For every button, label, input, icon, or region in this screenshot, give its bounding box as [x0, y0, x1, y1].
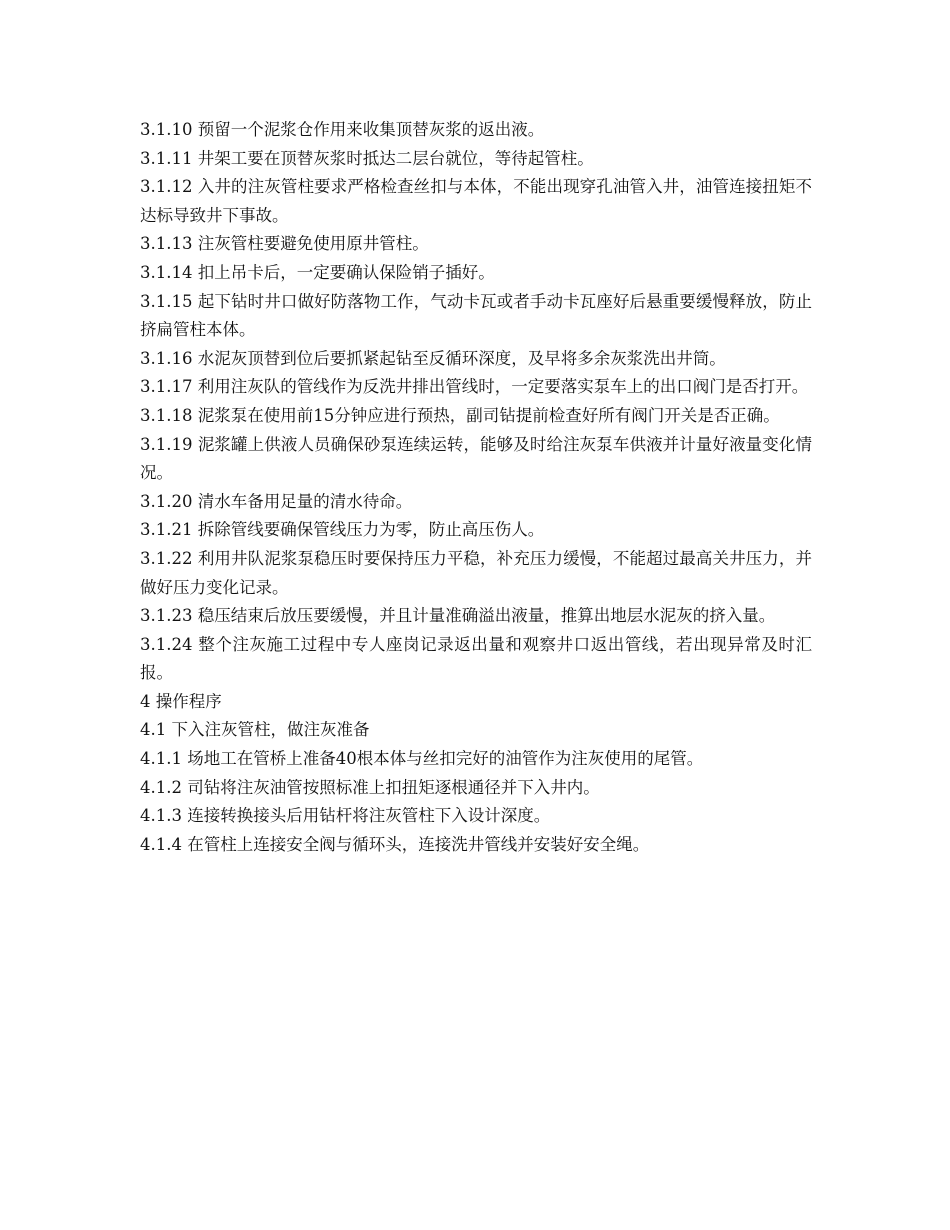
paragraph-3-1-24: 3.1.24 整个注灰施工过程中专人座岗记录返出量和观察井口返出管线，若出现异常及时汇报。: [140, 634, 812, 683]
paragraph-4-1-3: 4.1.3 连接转换接头后用钻杆将注灰管柱下入设计深度。: [140, 806, 551, 826]
paragraph-4-1-1: 4.1.1 场地工在管桥上准备40根本体与丝扣完好的油管作为注灰使用的尾管。: [140, 749, 704, 769]
paragraph-3-1-11: 3.1.11 井架工要在顶替灰浆时抵达二层台就位，等待起管柱。: [140, 148, 594, 168]
paragraph-3-1-10: 3.1.10 预留一个泥浆仓作用来收集顶替灰浆的返出液。: [140, 120, 545, 139]
section-heading-4: 4 操作程序: [140, 691, 222, 711]
paragraph-3-1-20: 3.1.20 清水车备用足量的清水待命。: [140, 491, 413, 511]
paragraph-3-1-13: 3.1.13 注灰管柱要避免使用原井管柱。: [140, 234, 429, 254]
paragraph-3-1-14: 3.1.14 扣上吊卡后，一定要确认保险销子插好。: [140, 262, 495, 282]
paragraph-3-1-21: 3.1.21 拆除管线要确保管线压力为零，防止高压伤人。: [140, 520, 545, 540]
subsection-heading-4-1: 4.1 下入注灰管柱，做注灰准备: [140, 720, 370, 740]
paragraph-4-1-4: 4.1.4 在管柱上连接安全阀与循环头，连接洗井管线并安装好安全绳。: [140, 834, 650, 854]
paragraph-3-1-12: 3.1.12 入井的注灰管柱要求严格检查丝扣与本体，不能出现穿孔油管入井，油管连接扭矩不达标导致井下事故。: [140, 177, 812, 225]
paragraph-3-1-16: 3.1.16 水泥灰顶替到位后要抓紧起钻至反循环深度，及早将多余灰浆洗出井筒。: [140, 348, 726, 368]
document-body: [140, 116, 812, 859]
paragraph-3-1-22: 3.1.22 利用井队泥浆泵稳压时要保持压力平稳，补充压力缓慢，不能超过最高关井压力，并做好压力变化记录。: [140, 548, 812, 597]
paragraph-3-1-15: 3.1.15 起下钻时井口做好防落物工作，气动卡瓦或者手动卡瓦座好后悬重要缓慢释放，防止挤扁管柱本体。: [140, 291, 812, 340]
paragraph-3-1-17: 3.1.17 利用注灰队的管线作为反洗井排出管线时，一定要落实泵车上的出口阀门是否打开。: [140, 377, 809, 397]
paragraph-3-1-18: 3.1.18 泥浆泵在使用前15分钟应进行预热，副司钻提前检查好所有阀门开关是否正确。: [140, 405, 780, 425]
paragraph-3-1-19: 3.1.19 泥浆罐上供液人员确保砂泵连续运转，能够及时给注灰泵车供液并计量好液量变化情况。: [140, 434, 812, 483]
paragraph-3-1-23: 3.1.23 稳压结束后放压要缓慢，并且计量准确溢出液量，推算出地层水泥灰的挤入量。: [140, 606, 776, 626]
paragraph-4-1-2: 4.1.2 司钻将注灰油管按照标准上扣扭矩逐根通径并下入井内。: [140, 777, 600, 797]
